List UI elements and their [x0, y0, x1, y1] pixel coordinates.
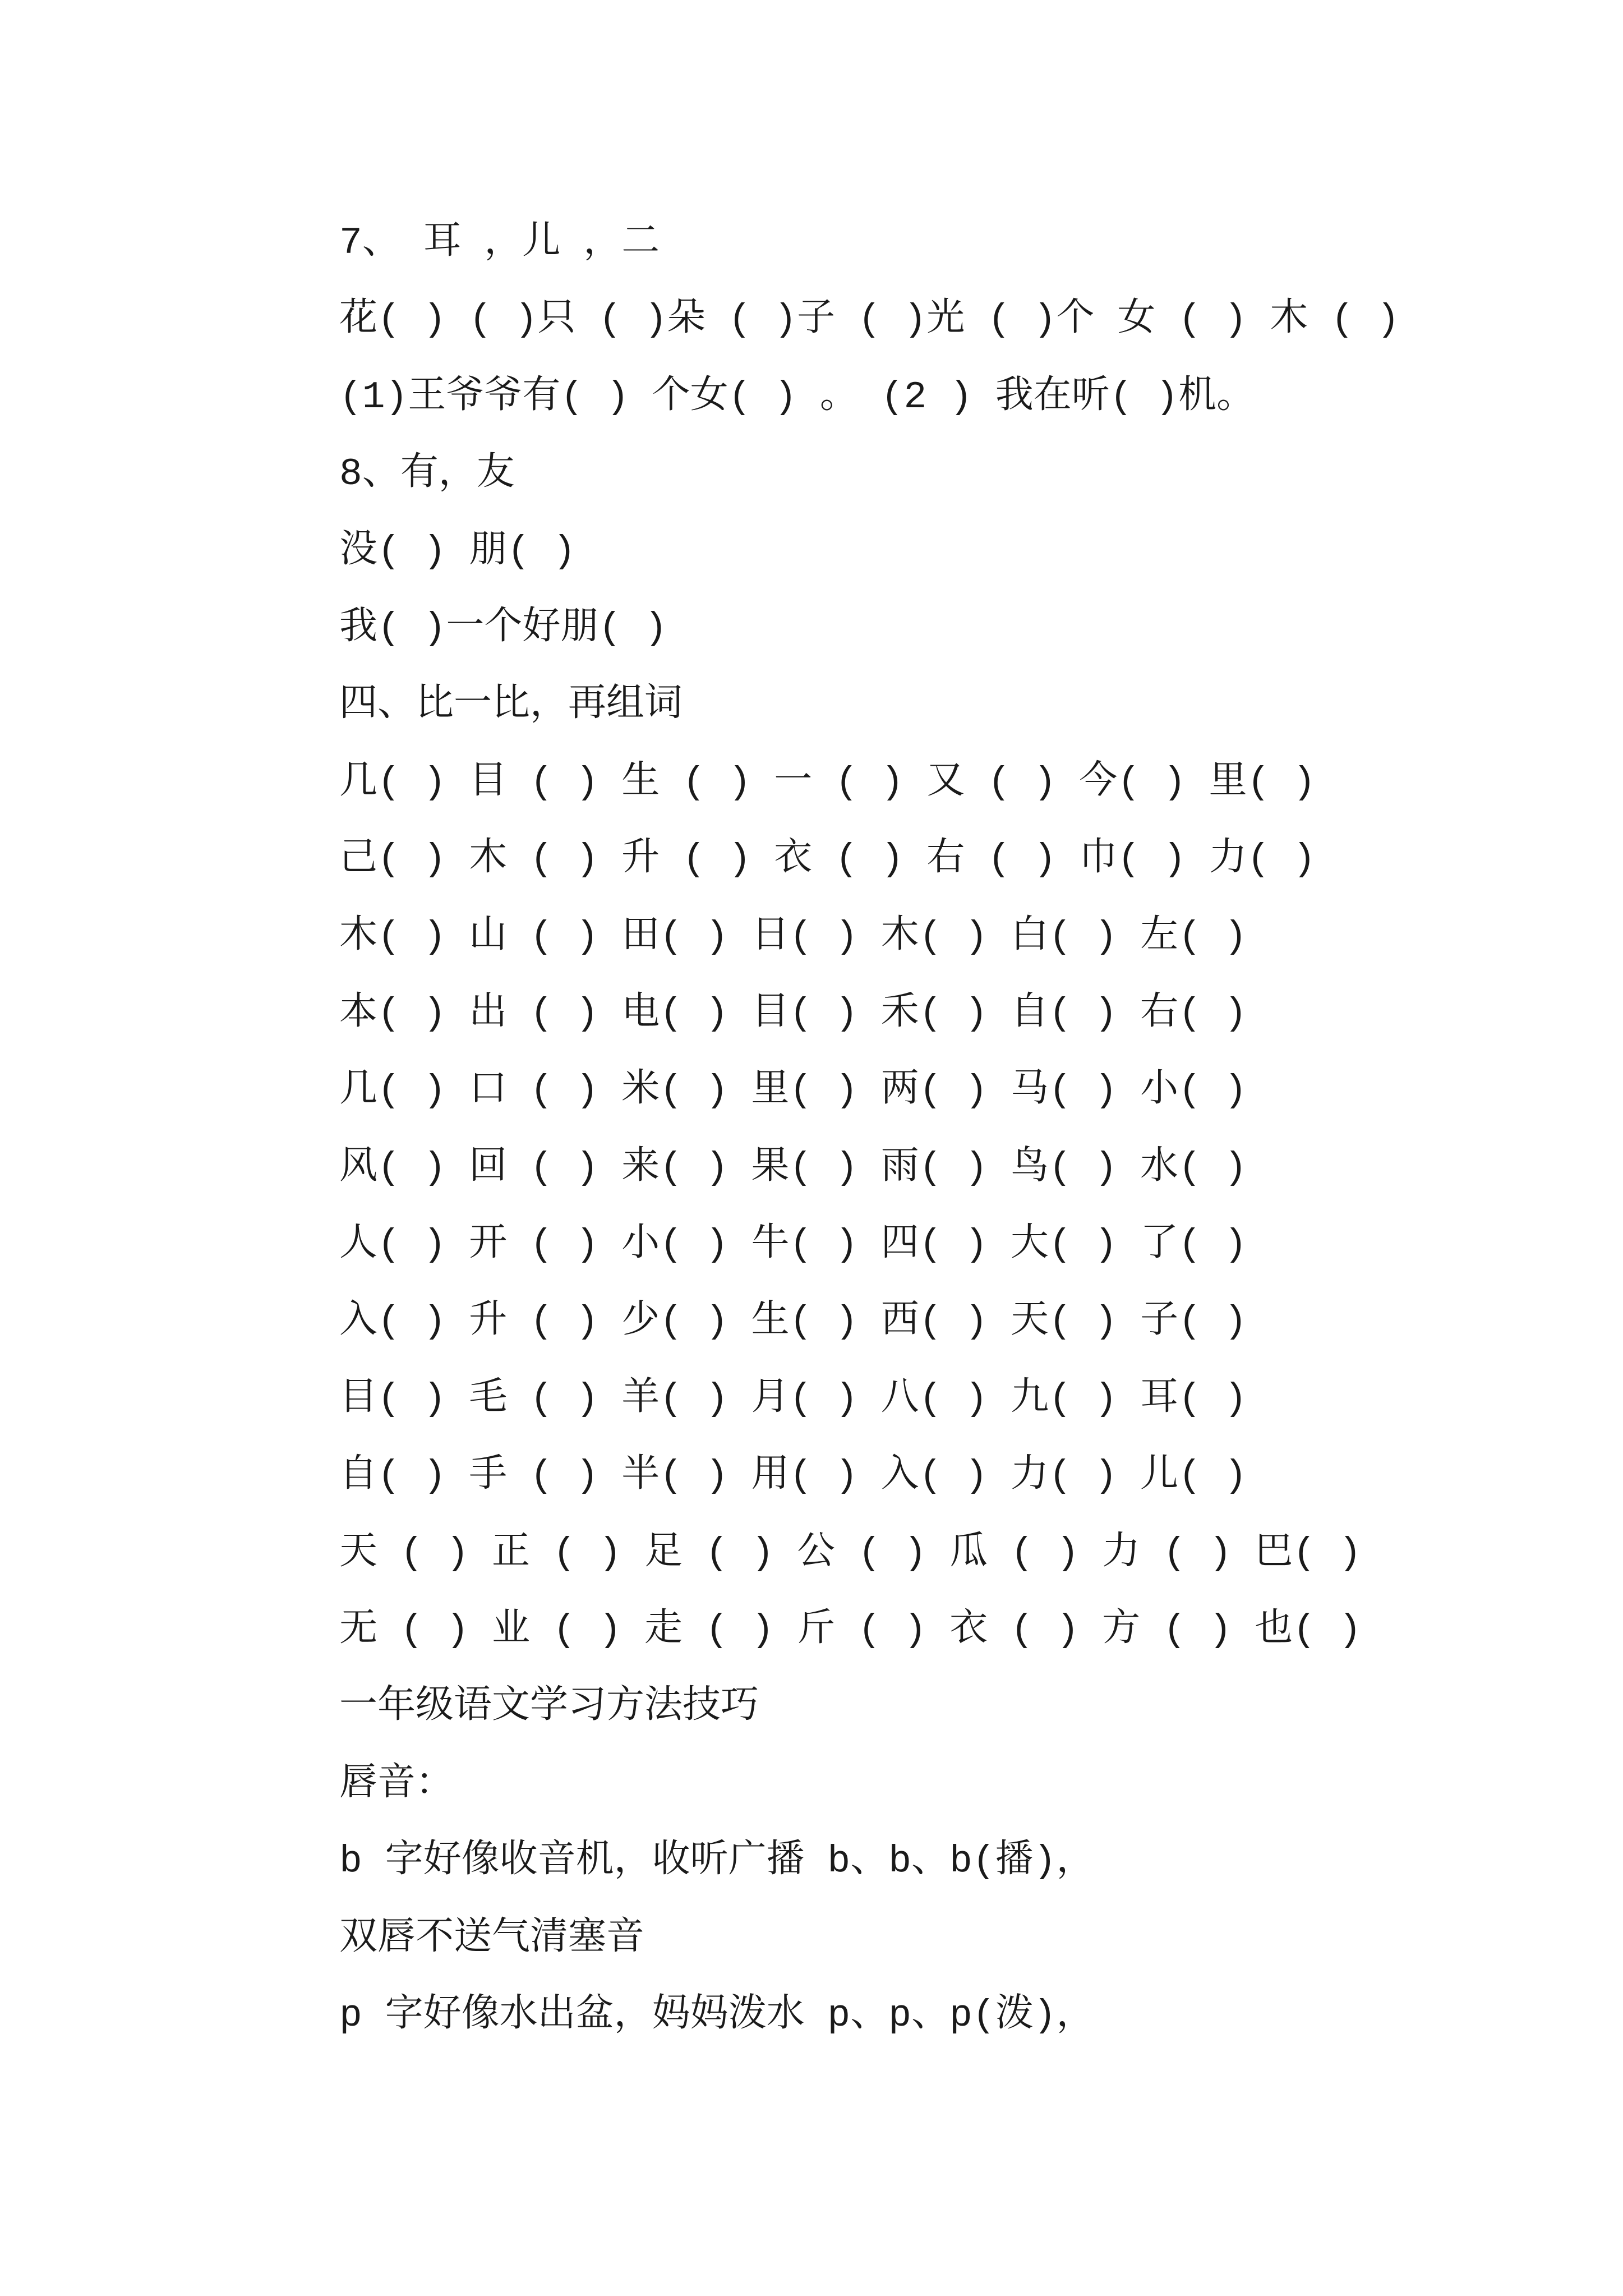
question-7-fill-line: 花( ) ( )只 ( )朵 ( )子 ( )光 ( )个 女 ( ) 木 ( ) [339, 298, 1400, 342]
compare-row: 几( ) 口 ( ) 米( ) 里( ) 两( ) 马( ) 小( ) [339, 1069, 1247, 1113]
question-7-heading: 7、 耳 ，儿 ，二 [339, 222, 660, 265]
tips-line: 双唇不送气清塞音 [339, 1917, 645, 1961]
compare-row: 人( ) 开 ( ) 小( ) 牛( ) 四( ) 大( ) 了( ) [339, 1223, 1247, 1267]
question-8-sentence-line: 我( )一个好朋( ) [339, 606, 667, 650]
tips-line: b 字好像收音机，收听广播 b、b、b(播)， [339, 1840, 1095, 1884]
tips-title: 一年级语文学习方法技巧 [339, 1686, 759, 1729]
tips-category: 唇音： [339, 1763, 454, 1806]
compare-row: 入( ) 升 ( ) 少( ) 生( ) 西( ) 天( ) 子( ) [339, 1300, 1247, 1344]
question-8-heading: 8、有，友 [339, 453, 515, 496]
compare-row: 自( ) 手 ( ) 半( ) 用( ) 入( ) 力( ) 儿( ) [339, 1455, 1247, 1498]
compare-row: 天 ( ) 正 ( ) 足 ( ) 公 ( ) 瓜 ( ) 力 ( ) 巴( ) [339, 1531, 1362, 1575]
tips-line: p 字好像水出盆，妈妈泼水 p、p、p(泼)， [339, 1994, 1095, 2037]
document-body [339, 205, 1573, 2054]
question-8-words-line: 没( ) 朋( ) [339, 530, 576, 573]
question-7-sentence-line: (1)王爷爷有( ) 个女( ) 。 (2 ) 我在听( )机。 [339, 375, 1255, 419]
compare-row: 己( ) 木 ( ) 升 ( ) 衣 ( ) 右 ( ) 巾( ) 力( ) [339, 838, 1316, 882]
compare-row: 木( ) 山 ( ) 田( ) 日( ) 木( ) 白( ) 左( ) [339, 915, 1247, 959]
compare-row: 本( ) 出 ( ) 电( ) 目( ) 禾( ) 自( ) 右( ) [339, 992, 1247, 1036]
compare-row: 风( ) 回 ( ) 来( ) 果( ) 雨( ) 鸟( ) 水( ) [339, 1146, 1247, 1190]
section-4-heading: 四、比一比，再组词 [339, 684, 683, 728]
compare-row: 目( ) 毛 ( ) 羊( ) 月( ) 八( ) 九( ) 耳( ) [339, 1377, 1247, 1421]
compare-row: 几( ) 目 ( ) 生 ( ) 一 ( ) 又 ( ) 今( ) 里( ) [339, 761, 1316, 804]
compare-row: 无 ( ) 业 ( ) 走 ( ) 斤 ( ) 衣 ( ) 方 ( ) 也( ) [339, 1609, 1362, 1653]
